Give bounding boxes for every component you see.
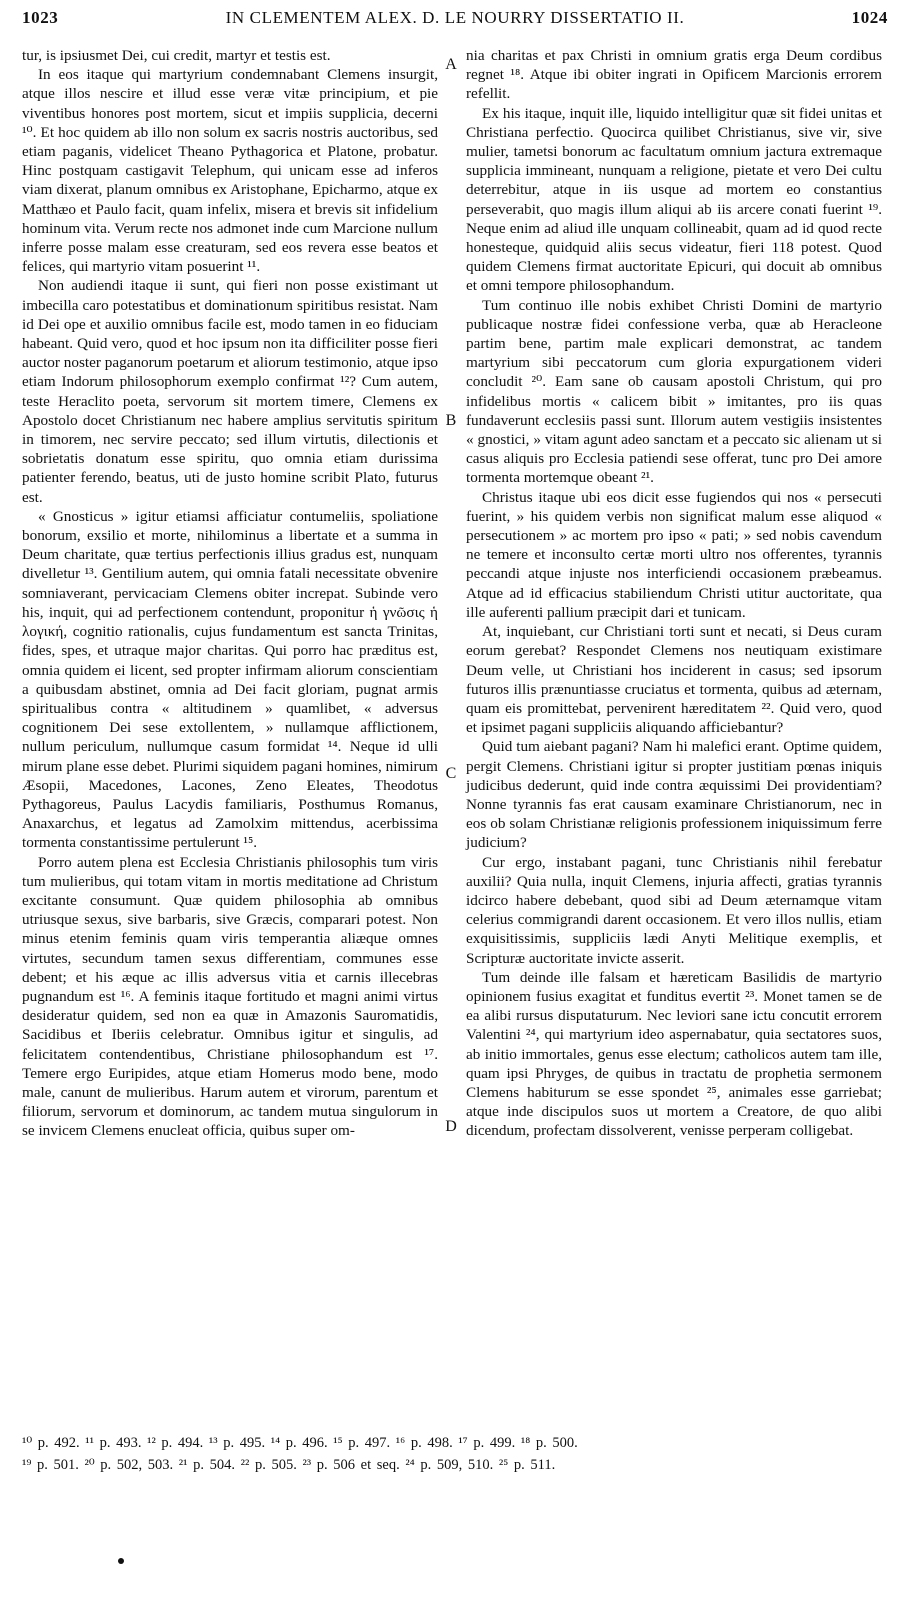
margin-marker-b: B <box>445 412 457 429</box>
paragraph: nia charitas et pax Christi in omnium gratis erga Deum cordibus regnet ¹⁸. Atque ibi obiter ingrati in Opificem Marcionis errorem refellit. <box>466 47 882 103</box>
footnotes-line-2: ¹⁹ p. 501. ²⁰ p. 502, 503. ²¹ p. 504. ²² p. 505. ²³ p. 506 et seq. ²⁴ p. 509, 510. ²⁵ p. 511. <box>22 1457 556 1473</box>
paragraph: Ex his itaque, inquit ille, liquido intelligitur quæ sit fidei unitas et Christiana perfectio. Quocirca quilibet Christianus, sive vir, sive mulier, tametsi bonorum ac facultatum omnium jactura extremaque supplicia immineant, nunquam a religione, pietate et vero Dei cultu deterrebitur, atque in iis usque ad mortem eo constantius perseverabit, quo magis illum aliqui ab iis arcere conati fuerint ¹⁹. Neque enim ad aliud ille unquam collineabit, quam ad id quod recte honesteque, quidquid aliis secus videatur, fieri 118 potest. Quod quidem Clemens firmat auctoritate Epicuri, qui docuit ab omnibus et omni tempore philosophandum. <box>466 104 882 295</box>
paragraph: Non audiendi itaque ii sunt, qui fieri non posse existimant ut imbecilla caro potestatibus et dominationum spiritibus resistat. Nam id Dei ope et auxilio omnibus facile est, modo tamen in eo fiduciam habeant. Quid vero, quod et hoc ipsum non ita difficiliter posse fieri auctor noster paganorum poetarum et aliorum testimonio, atque ipso etiam Indorum philosophorum exemplo confirmat ¹²? Cum autem, teste Heraclito poeta, servorum sit mortem timere, Clemens ex Apostolo docet Christianum nec habere amplius servitutis spiritum in timorem, nec servire peccato; sed illum virtutis, dilectionis et sobrietatis donatum esse spiritu, quo omnia etiam durissima patienter ferendo, beatus, uti de justo homine scribit Plato, futurus est. <box>22 277 438 506</box>
paragraph: At, inquiebant, cur Christiani torti sunt et necati, si Deus curam eorum gerebat? Respondet Clemens nos neutiquam existimare Deum velle, ut Christiani hos inciderent in casus; sed ipsorum futuros illis prænuntiasse cruciatus et tormenta, quibus ad æternam, quam eis promittebat, pervenirent hæreditatem ²². Quid vero, quod et ipsimet pagani suppliciis aliquando afficiebantur? <box>466 623 882 737</box>
ink-dot <box>118 1558 124 1564</box>
paragraph: Tum continuo ille nobis exhibet Christi Domini de martyrio publicaque nostræ fidei confessione verba, quæ ab Heracleone partim bene, partim male explicari demonstrat, ac tandem martyrium sibi peccatorum cum gloria expurgationem videri concludit ²⁰. Eam sane ob causam apostoli Christum, qui pro infidelibus mortis « calicem bibit » imitantes, pro iis quas fundaverunt ecclesiis passi sunt. Illorum autem vestigiis insistentes « gnostici, » vitam agunt adeo sanctam et a peccato sic alienam ut si casus aliquis pro Ecclesia patiendi sese offerat, tunc pro Dei amore tormenta mortemque obeant ²¹. <box>466 296 882 487</box>
margin-marker-c: C <box>445 765 457 782</box>
paragraph: Cur ergo, instabant pagani, tunc Christianis nihil ferebatur auxilii? Quia nulla, inquit Clemens, injuria affecti, gratias tyrannis idcirco habere debebant, quod sibi ad Deum æternamque vitam celerius commigrandi darent occasionem. Et vero illos nullis, etiam exquisitissimis, suppliciis lædi Anyti Melitique exemplis, et Scripturæ auctoritate invicte asserit. <box>466 853 882 967</box>
running-header <box>22 8 888 34</box>
paragraph: Quid tum aiebant pagani? Nam hi malefici erant. Optime quidem, pergit Clemens. Christiani igitur si propter justitiam pœnas iniquis judicibus dederunt, quid inde contra æquissimi Dei providentiam? Nonne tyrannis fas erat causam examinare Christianorum, nec in eos ob solam Christianæ religionis professionem iniquissimum ferre judicium? <box>466 738 882 852</box>
left-column <box>22 46 438 1141</box>
paragraph: « Gnosticus » igitur etiamsi afficiatur contumeliis, spoliatione bonorum, exsilio et morte, nihilominus a libertate et a summa in Deum charitate, quæ tertius perfectionis illius gradus est, nunquam divelletur ¹³. Gentilium autem, qui omnia fatali necessitate obvenire somniaverant, pervicaciam Clemens obiter increpat. Subinde vero his, inquit, qui ad perfectionem contendunt, proponitur ἡ γνῶσις ἡ λογική, cognitio rationalis, cujus fundamentum est sancta Trinitas, fides, spes, et utraque major charitas. Qui porro hac præditus est, omnia quidem ei licent, sed propter infirmam aliorum conscientiam a quibusdam abstinet, omnia ad Dei facit gloriam, pugnat armis spiritualibus contra « altitudinem » quamlibet, « adversus cognitionem Dei sese extollentem, » nullamque afflictionem, nullum periculum, nullumque casum formidat ¹⁴. Neque id ulli mirum plane esse debet. Plurimi siquidem pagani homines, nimirum Æsopii, Macedones, Lacones, Zeno Eleates, Theodotus Pythagoreus, Paulus Lacydis familiaris, Posthumus Romanus, Anaxarchus, et legatus ad Zamolxim mittendus, acerbissima tormenta constantissime pertulerunt ¹⁵. <box>22 507 438 852</box>
paragraph: Porro autem plena est Ecclesia Christianis philosophis tum viris tum mulieribus, qui totam vitam in mortis meditatione ad Christum excitante consumunt. Quæ quidem philosophia ab omnibus utriusque sexus, sive barbaris, sive Græcis, comparari potest. Non minus etenim feminis quam viris temperantia aliæque omnes virtutes, secundum tamen sexus differentiam, communes esse debent; et his æque ac illis adversus vitia et carnis illecebras pugnandum est ¹⁶. A feminis itaque fortitudo et magni animi virtus desideratur quidem, sed non ea quæ in Amazonis Sauromatidis, Sacidibus et Iberiis celebratur. Omnibus igitur et singulis, ad felicitatem contendentibus, Christiane philosophandum est ¹⁷. Temere ergo Euripides, atque etiam Homerus modo bene, modo male, canunt de mulieribus. Harum autem et virorum, parentum et filiorum, servorum et dominorum, ac tandem mutua singulorum in se invicem Clemens enucleat officia, quibus super om- <box>22 853 438 1140</box>
page-number-right: 1024 <box>851 8 888 27</box>
paragraph: Christus itaque ubi eos dicit esse fugiendos qui nos « persecuti fuerint, » his quidem verbis non significat malum esse aliquod « persecutionem » ac mortem pro ipso « pati; » sed nobis cavendum ne temere et inconsulto certæ morti ultro nos offerentes, tyrannis peccandi atque injuste nos interficiendi occasionem præbeamus. Atque ad id efficacius stabiliendum Christi utitur auctoritate, qua ille auferenti pallium præcipit dari et tunicam. <box>466 488 882 621</box>
paragraph: tur, is ipsiusmet Dei, cui credit, martyr et testis est. <box>22 47 331 64</box>
right-column <box>466 46 882 1141</box>
footnotes-line-1: ¹⁰ p. 492. ¹¹ p. 493. ¹² p. 494. ¹³ p. 495. ¹⁴ p. 496. ¹⁵ p. 497. ¹⁶ p. 498. ¹⁷ p. 499. ¹⁸ p. 500. <box>22 1435 578 1451</box>
paragraph: In eos itaque qui martyrium condemnabant Clemens insurgit, atque illos nescire et illud esse veræ vitæ principium, et pie viventibus honores post mortem, sicut et impiis supplicia, decerni ¹⁰. Et hoc quidem ab illo non solum ex sacris nostris auctoribus, sed etiam paganis, videlicet Theano Pythagorica et Platone, probatur. Hinc postquam castigavit Telephum, qui unicam esse ad inferos viam dixerat, planum omnibus ex Aristophane, Epicharmo, atque ex Matthæo et Paulo facit, quam infelix, misera et brevis sit infidelium hominum vita. Verum recte nos admonet inde cum Marcione nullum inferre posse malam esse creaturam, sed eos revera esse beatos et felices, qui martyrio vitam posuerint ¹¹. <box>22 66 438 276</box>
running-title: IN CLEMENTEM ALEX. D. LE NOURRY DISSERTATIO II. <box>225 8 685 27</box>
margin-marker-d: D <box>445 1118 457 1135</box>
page-number-left: 1023 <box>22 8 59 27</box>
paragraph: Tum deinde ille falsam et hæreticam Basilidis de martyrio opinionem fusius exagitat et funditus evertit ²³. Monet tamen se de ea alibi rursus disputaturum. Nec leviori sane ictu concutit errorem Valentini ²⁴, qui martyrium ideo aspernabatur, quia sectatores suos, ab initio immortales, genus esse electum; catholicos autem tam ille, quam ipsi Phryges, de quibus in tractatu de prophetia sermonem Clemens habiturum se esse spondet ²⁵, animales esse garriebat; atque inde discipulos suos ut mortem a Creatore, de quo alibi dicendum, profectam dissolverent, venisse perperam colligebat. <box>466 968 882 1140</box>
margin-marker-a: A <box>445 56 457 73</box>
